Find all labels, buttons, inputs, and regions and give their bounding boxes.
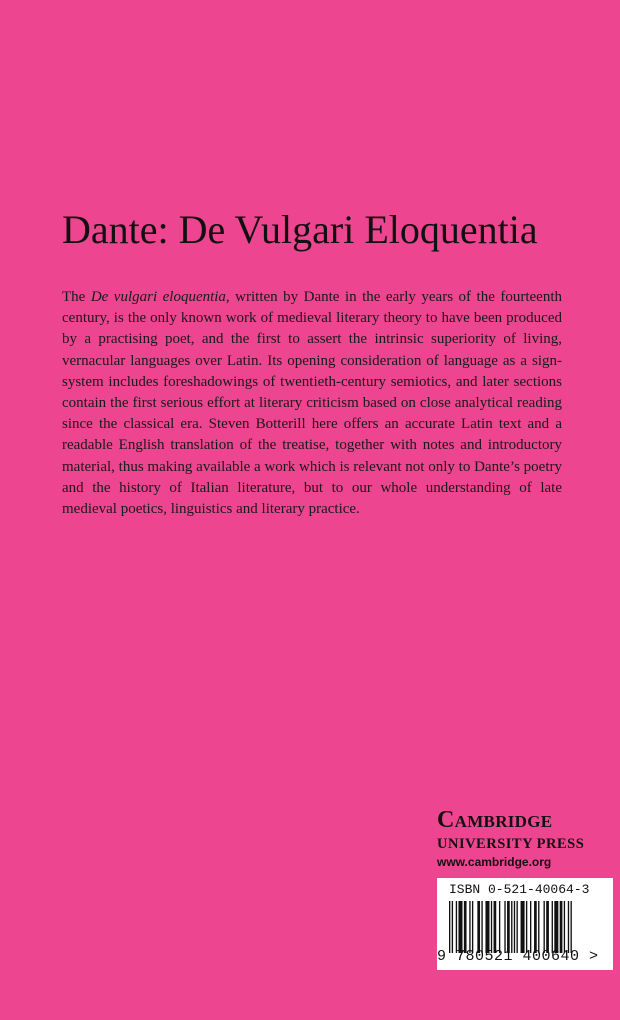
barcode-bar — [485, 901, 489, 953]
barcode-bar — [511, 901, 512, 953]
publisher-url: www.cambridge.org — [437, 855, 552, 869]
barcode-bar — [494, 901, 497, 953]
barcode-bar — [571, 901, 572, 953]
barcode-bar — [564, 901, 565, 953]
barcode-panel — [437, 878, 613, 970]
barcode-bar — [517, 901, 518, 953]
description-body: written by Dante in the early years of the fourteenth century, is the only known work of medieval literary theory to have been produced by a practising poet, and the first to assert the intrinsic superiority of living, vernacular languages over Latin. Its opening consideration of language as a sign-system includes foreshadowings of twentieth-century semiotics, and later sections contain the first serious effort at literary criticism based on close analytical reading since the classical era. Steven Botterill here offers an accurate Latin text and a readable English translation of the treatise, together with notes and introductory material, thus making available a work which is relevant not only to Dante’s poetry and the history of Italian literature, but to our whole understanding of late medieval poetics, linguistics and literary practice. — [62, 289, 562, 518]
barcode-bar — [568, 901, 569, 953]
barcode-bar — [472, 901, 473, 953]
barcode-bar — [514, 901, 515, 953]
barcode-bar — [449, 901, 450, 953]
isbn-number: ISBN 0-521-40064-3 — [449, 882, 590, 897]
barcode-bar — [499, 901, 500, 953]
barcode-bar — [477, 901, 480, 953]
barcode-bar — [534, 901, 537, 953]
ean-number: 9 780521 400640 > — [437, 948, 599, 965]
book-description — [62, 287, 562, 520]
barcode-bar — [526, 901, 527, 953]
barcode-bars — [447, 901, 603, 953]
barcode-bar — [552, 901, 553, 953]
barcode-bar — [458, 901, 462, 953]
barcode-bar — [560, 901, 563, 953]
book-title: Dante: De Vulgari Eloquentia — [62, 207, 538, 252]
barcode-bar — [491, 901, 492, 953]
barcode-bar — [464, 901, 467, 953]
publisher-block — [437, 804, 617, 872]
description-intro: The — [62, 289, 91, 305]
barcode-bar — [469, 901, 470, 953]
barcode-bar — [456, 901, 457, 953]
barcode-bar — [554, 901, 558, 953]
barcode-bar — [504, 901, 505, 953]
publisher-subtitle: UNIVERSITY PRESS — [437, 836, 585, 852]
description-work-title: De vulgari eloquentia, — [90, 289, 230, 305]
publisher-name: Cambridge — [437, 807, 553, 833]
barcode-bar — [452, 901, 453, 953]
barcode-bar — [544, 901, 545, 953]
barcode-bar — [481, 901, 482, 953]
barcode-bar — [546, 901, 549, 953]
barcode-bar — [507, 901, 510, 953]
barcode-bar — [538, 901, 539, 953]
barcode-bar — [530, 901, 531, 953]
barcode-bar — [521, 901, 525, 953]
